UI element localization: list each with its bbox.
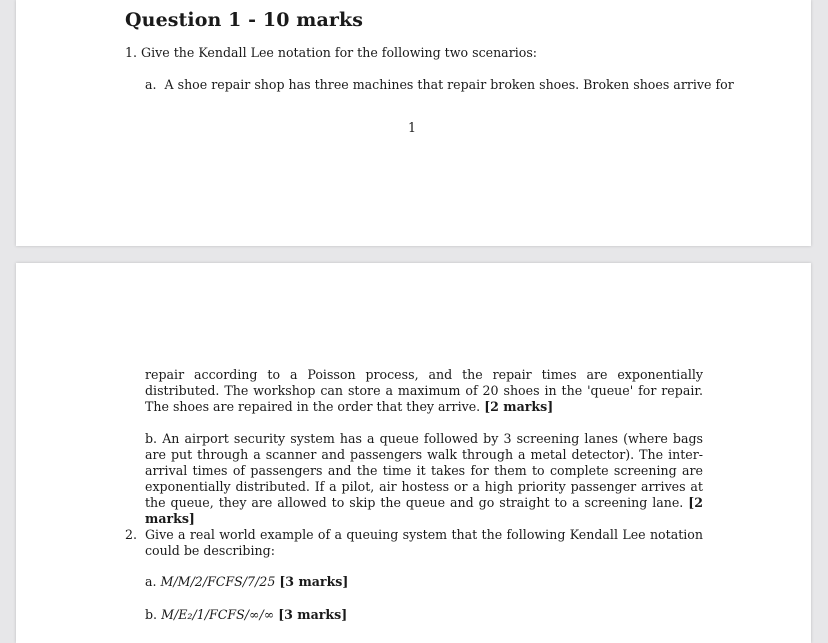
kendall-notation: M/E₂/1/FCFS/∞/∞ (161, 607, 275, 622)
question-item-2 (125, 527, 703, 559)
item-text: Give a real world example of a queuing system that the following Kendall Lee notation could be describing: (145, 527, 703, 558)
question-item-1a-start (145, 77, 734, 92)
question-item-2a (145, 574, 348, 589)
question-heading: Question 1 - 10 marks (125, 9, 364, 31)
marks-label: [2 marks] (145, 495, 703, 526)
item-text: Give the Kendall Lee notation for the following two scenarios: (141, 45, 538, 60)
marks-label: [3 marks] (279, 574, 349, 589)
question-item-2b (145, 607, 347, 622)
kendall-notation: M/M/2/FCFS/7/25 (160, 574, 276, 589)
page-number: 1 (408, 120, 417, 135)
item-text: An airport security system has a queue followed by 3 screening lanes (where bags are put through a scanner and passengers walk through a metal detector). The inter-arrival times of passengers and the time it takes for them to complete screening are exponentially distributed. If a pilot, air hostess or a high priority passenger arrives at the queue, they are allowed to skip the queue and go straight to a screening lane. (145, 431, 703, 510)
question-item-1a-continued (145, 367, 703, 415)
item-label: b. (145, 431, 158, 446)
item-2-body (125, 527, 703, 559)
marks-label: [2 marks] (484, 399, 554, 414)
item-label: b. (145, 607, 158, 622)
item-number: 1. (125, 45, 138, 60)
question-item-1 (125, 45, 537, 60)
item-label: a. (145, 77, 157, 92)
item-label: a. (145, 574, 157, 589)
pdf-page-2 (16, 263, 811, 643)
item-text: A shoe repair shop has three machines that repair broken shoes. Broken shoes arrive for (164, 77, 734, 92)
pdf-page-1 (16, 0, 811, 246)
question-item-1b (145, 431, 703, 527)
item-text: repair according to a Poisson process, and the repair times are exponentially distributed. The workshop can store a maximum of 20 shoes in the 'queue' for repair. The shoes are repaired in the order that they arrive. (145, 367, 703, 414)
marks-label: [3 marks] (278, 607, 348, 622)
item-number: 2. (125, 527, 138, 542)
